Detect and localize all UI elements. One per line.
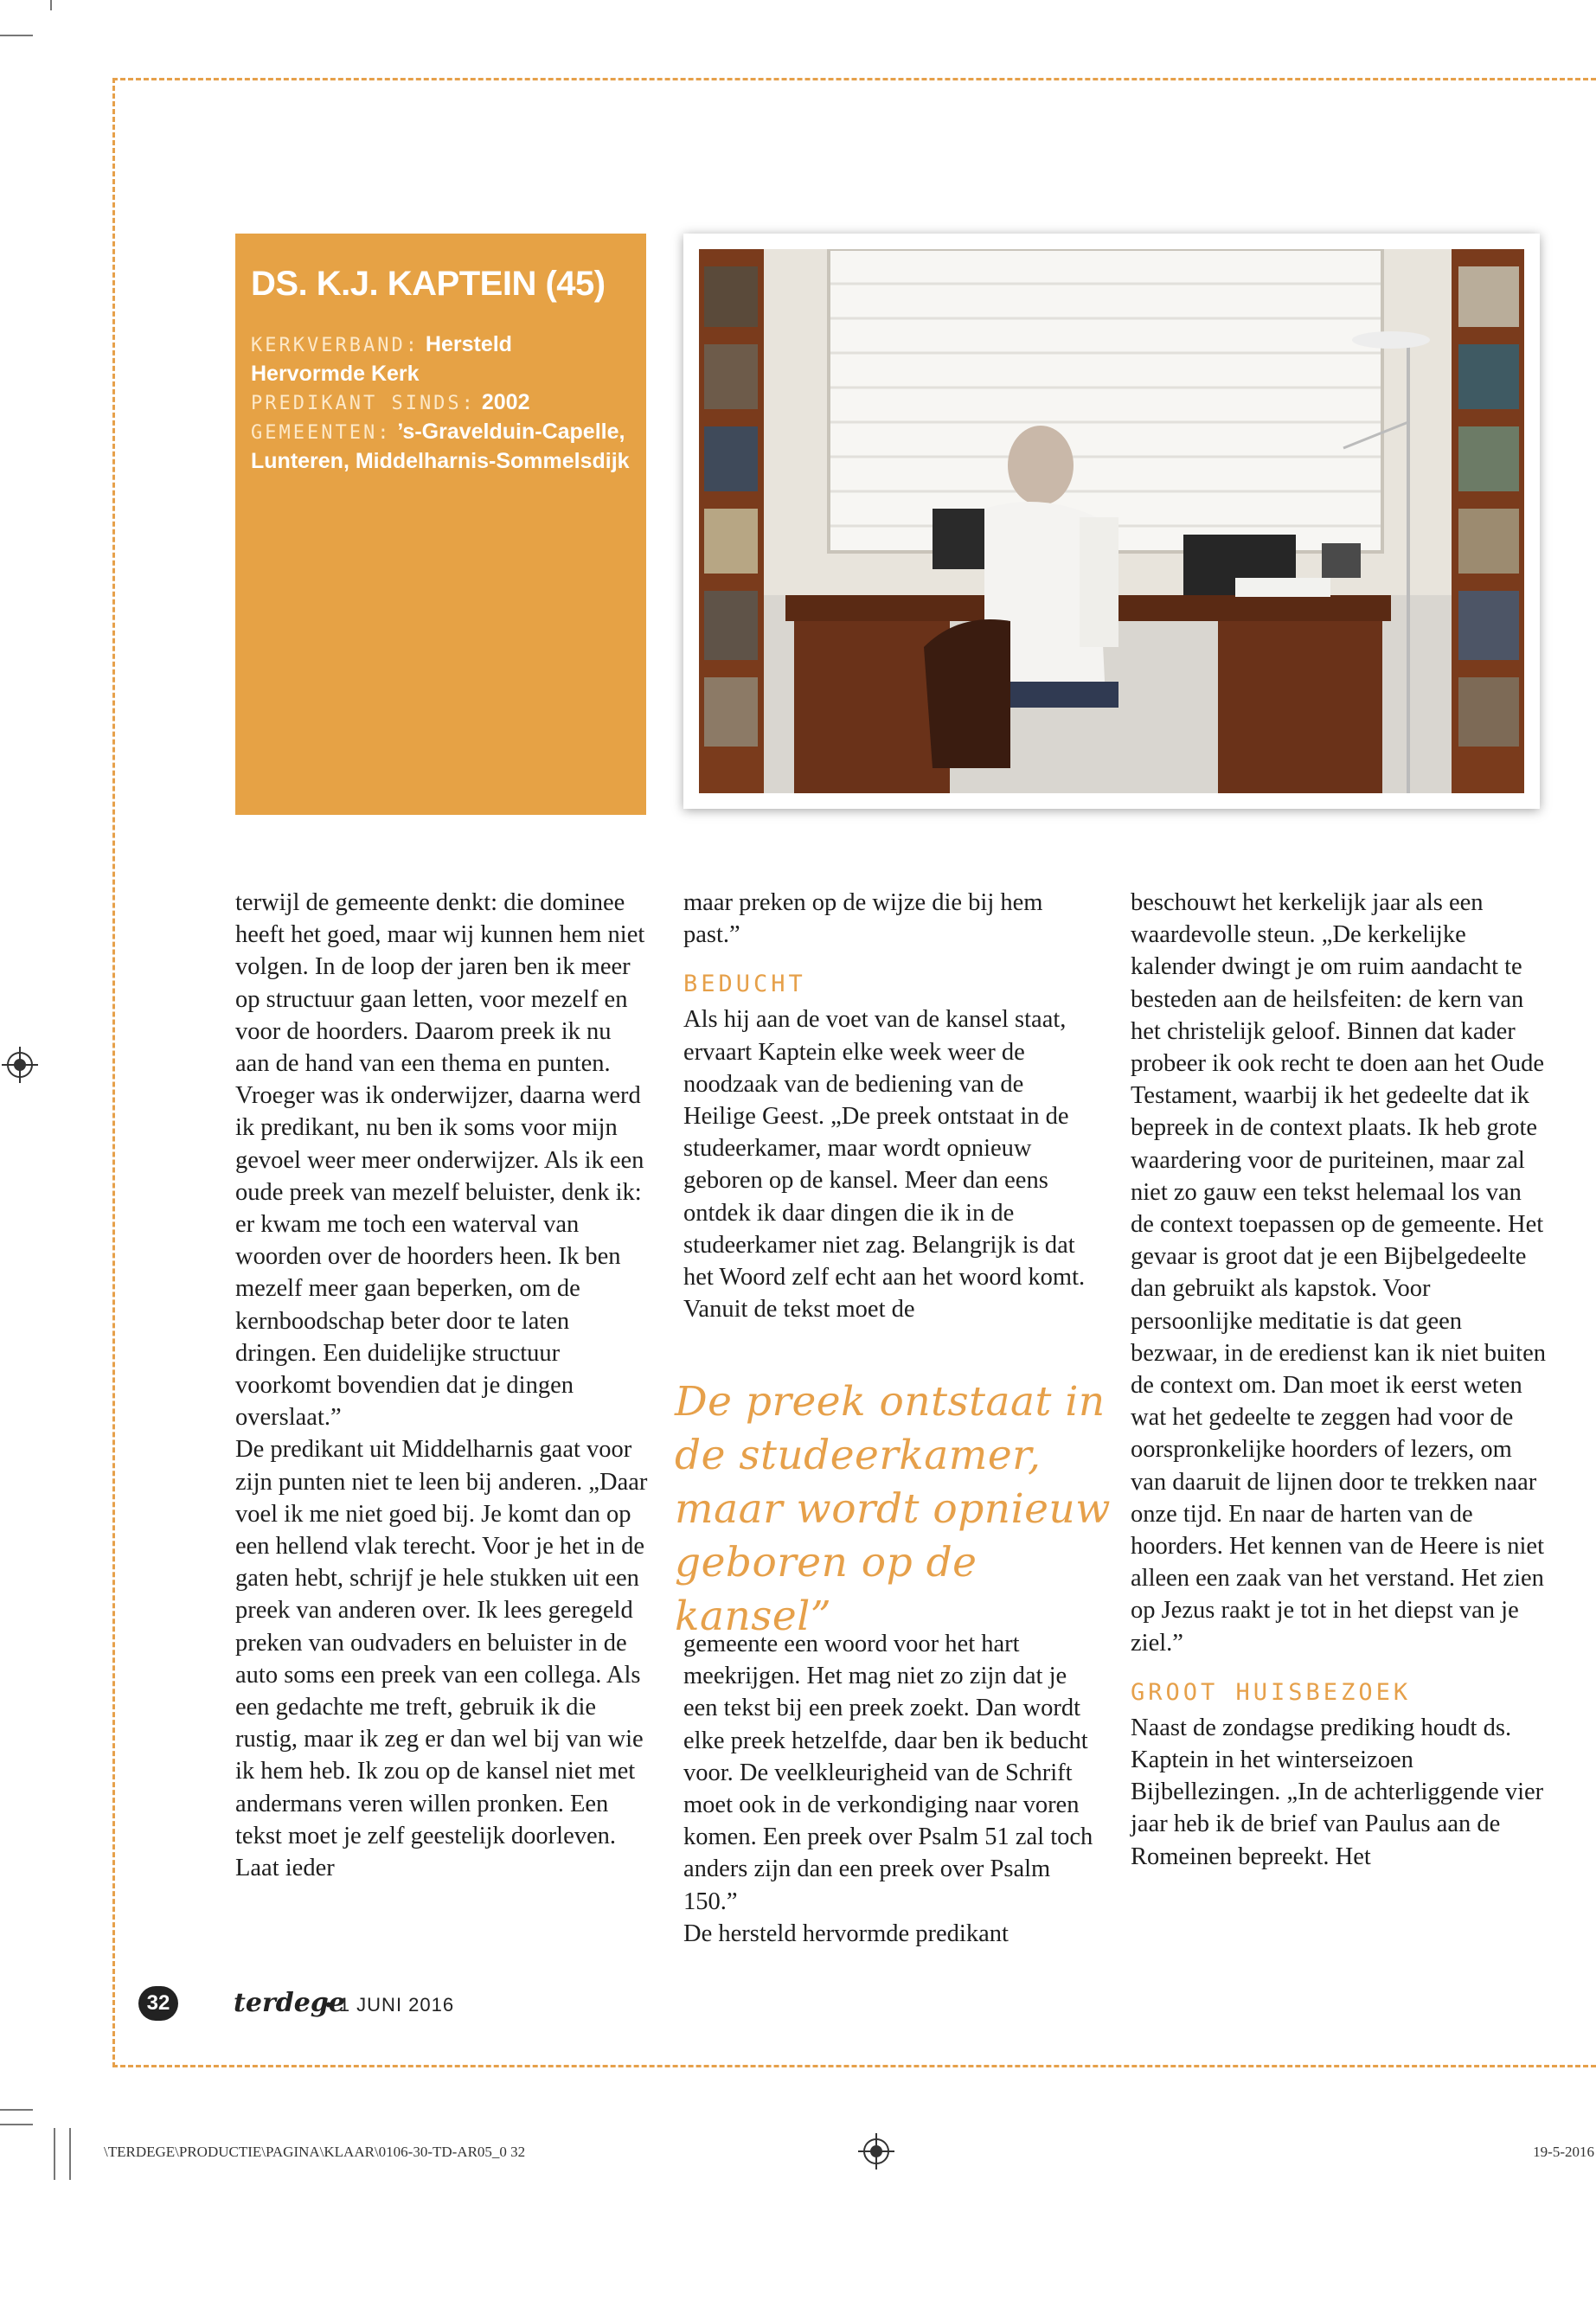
- production-date: 19-5-2016: [1533, 2144, 1594, 2160]
- crop-mark: [0, 2109, 33, 2111]
- paragraph: gemeente een woord voor het hart meekrijgen. Het mag niet zo zijn dat je een tekst bij een preek zoekt. Dan wordt elke preek hetzelfde, daar ben ik beducht voor. De veelkleurigheid van de Schrift moet ook in de verkondiging naar voren komen. Een preek over Psalm 51 zal toch anders zijn dan een preek over Psalm 150.”: [683, 1631, 1093, 1915]
- profile-name: DS. K.J. KAPTEIN (45): [251, 265, 606, 303]
- gemeenten-line: [251, 418, 631, 476]
- study-room-photo: [683, 234, 1540, 809]
- kerkverband-line: [251, 330, 631, 388]
- kerkverband-value: Hersteld Hervormde Kerk: [251, 332, 512, 386]
- section-heading-groot-huisbezoek: GROOT HUISBEZOEK: [1131, 1678, 1412, 1706]
- registration-mark: [7, 1052, 33, 1078]
- gemeenten-label: GEMEENTEN:: [251, 422, 392, 444]
- section-heading-beducht: BEDUCHT: [683, 971, 806, 998]
- paragraph: De hersteld hervormde predikant: [683, 1920, 1009, 1947]
- production-slug: \TERDEGE\PRODUCTIE\PAGINA\KLAAR\0106-30-TD-AR05_0 32: [104, 2144, 526, 2160]
- crop-mark: [0, 35, 33, 36]
- text-column-2-continued: [683, 1628, 1099, 1950]
- paragraph: beschouwt het kerkelijk jaar als een waardevolle steun. „De kerkelijke kalender dwingt je om ruim aandacht te besteden aan de heilsfeiten: de kern van het christelijk geloof. Binnen dat kader probeer ik ook recht te doen aan het Oude Testament, waarbij ik het gedeelte dat ik bepreek in de context plaats. Ik heb grote waardering voor de puriteinen, maar zal niet zo gauw een tekst helemaal los van de context toepassen op de gemeente. Het gevaar is groot dat je een Bijbelgedeelte dan gebruikt als kapstok. Voor persoonlijke meditatie is dat geen bezwaar, in de eredienst kan ik niet buiten de context om. Dan moet ik eerst weten wat het gedeelte te zeggen had voor de oorspronkelijke hoorders of lezers, om van daaruit de lijnen door te trekken naar onze tijd. En naar de harten van de hoorders. Het kennen van de Heere is niet alleen een zaak van het verstand. Het zien op Jezus raakt je tot in het diepst van je ziel.”: [1131, 889, 1547, 1657]
- kerkverband-label: KERKVERBAND:: [251, 335, 420, 356]
- profile-infobox: [235, 234, 646, 815]
- text-column-1: [235, 887, 651, 1884]
- crop-mark: [69, 2128, 71, 2180]
- crop-mark: [0, 2124, 33, 2125]
- registration-mark: [863, 2138, 889, 2164]
- issue-date: • 1 JUNI 2016: [325, 1994, 455, 2016]
- paragraph: maar preken op de wijze die bij hem past.”: [683, 889, 1043, 949]
- page-number-badge: 32: [138, 1986, 178, 2021]
- paragraph: De predikant uit Middelharnis gaat voor zijn punten niet te leen bij anderen. „Daar voel ik me niet goed bij. Je komt dan op een hellend vlak terecht. Voor je het in de gaten hebt, schrijf je hele stukken uit een preek van anderen over. Ik lees geregeld preken van oudvaders en beluister in de auto soms een preek van een collega. Als een gedachte me treft, gebruik ik die rustig, maar ik zeg er dan wel bij van wie ik hem heb. Ik zou op de kansel niet met andermans veren willen pronken. Een tekst moet je zelf geestelijk doorleven. Laat ieder: [235, 1436, 648, 1882]
- predikant-line: [251, 388, 631, 418]
- predikant-label: PREDIKANT SINDS:: [251, 393, 476, 414]
- text-column-2: [683, 887, 1099, 1325]
- pull-quote: De preek ontstaat in de studeerkamer, maar wordt opnieuw geboren op de kansel”: [675, 1378, 1111, 1640]
- paragraph: terwijl de gemeente denkt: die dominee heeft het goed, maar wij kunnen hem niet volgen. In de loop der jaren ben ik meer op structuur gaan letten, voor mezelf en voor de hoorders. Daarom preek ik nu aan de hand van een thema en punten. Vroeger was ik onderwijzer, daarna werd ik predikant, nu ben ik soms voor mijn gevoel weer meer onderwijzer. Als ik een oude preek van mezelf beluister, denk ik: er kwam me toch een waterval van woorden over de hoorders heen. Ik ben mezelf meer gaan beperken, om de kernboodschap beter door te laten dringen. Een duidelijke structuur voorkomt bovendien dat je dingen overslaat.”: [235, 889, 645, 1432]
- crop-mark: [50, 0, 52, 10]
- text-column-3: [1131, 887, 1546, 1873]
- gemeenten-value: ’s-Gravelduin-Capelle, Lunteren, Middelharnis-Sommelsdijk: [251, 420, 630, 473]
- crop-mark: [54, 2128, 55, 2180]
- paragraph: Als hij aan de voet van de kansel staat, ervaart Kaptein elke week weer de noodzaak van de bediening van de Heilige Geest. „De preek ontstaat in de studeerkamer, maar wordt opnieuw geboren op de kansel. Meer dan eens ontdek ik daar dingen die ik in de studeerkamer niet zag. Belangrijk is dat het Woord zelf echt aan het woord komt. Vanuit de tekst moet de: [683, 1006, 1086, 1324]
- magazine-logo: terdege: [234, 1988, 345, 2018]
- paragraph: Naast de zondagse prediking houdt ds. Kaptein in het winterseizoen Bijbellezingen. „In de achterliggende vier jaar heb ik de brief van Paulus aan de Romeinen bepreekt. Het: [1131, 1714, 1544, 1870]
- predikant-value: 2002: [481, 390, 530, 414]
